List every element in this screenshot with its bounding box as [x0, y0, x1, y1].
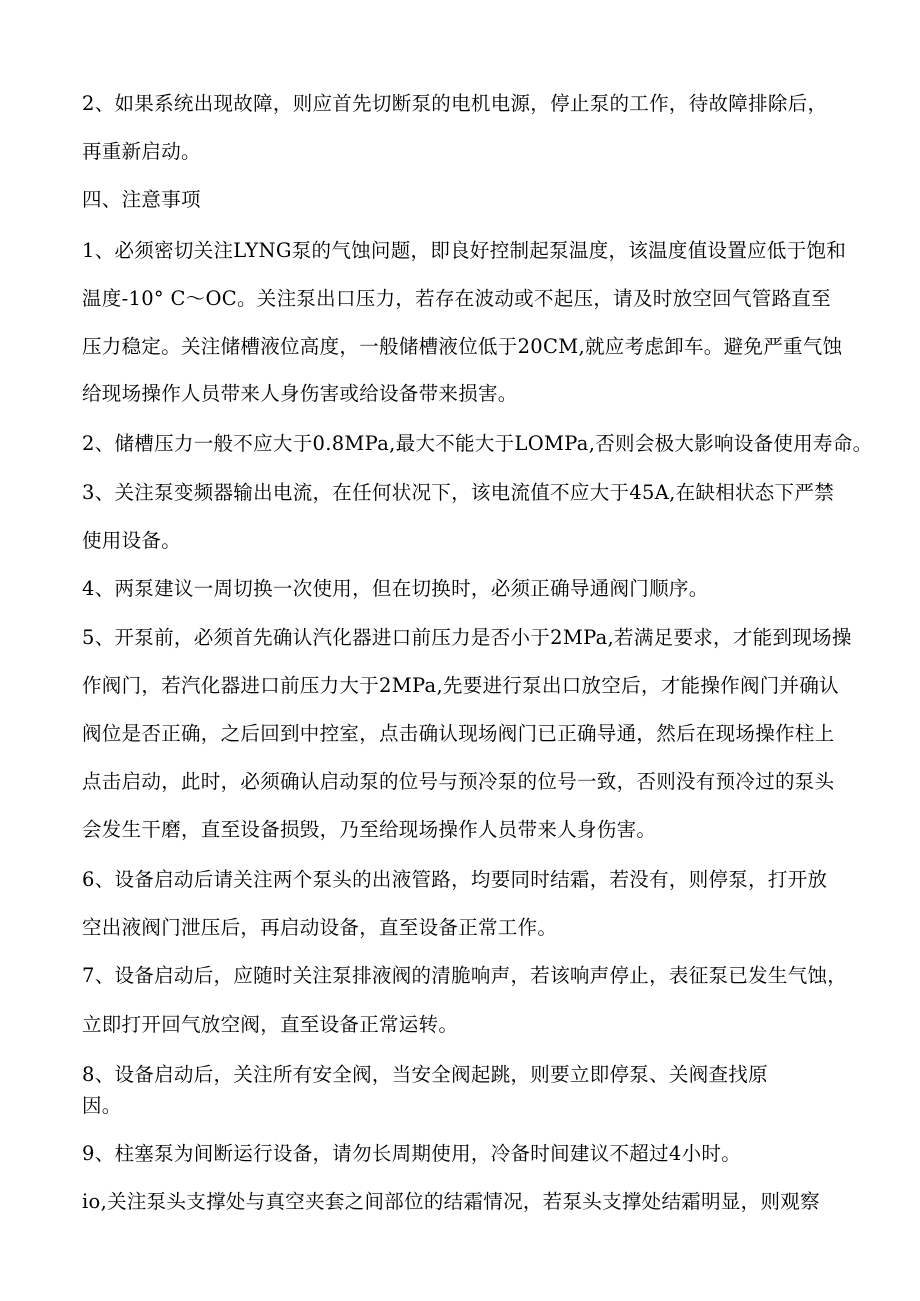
text-line: 6、设备启动后请关注两个泵头的出液管路，均要同时结霜，若没有，则停泵，打开放 [82, 868, 828, 891]
text-line: 温度-10° C～OC。关注泵出口压力，若存在波动或不起压，请及时放空回气管路直至 [82, 287, 831, 310]
text-line: 空出液阀门泄压后，再启动设备，直至设备正常工作。 [82, 916, 558, 939]
text-line: 4、两泵建议一周切换一次使用，但在切换时，必须正确导通阀门顺序。 [82, 577, 709, 600]
text-line: io,关注泵头支撑处与真空夹套之间部位的结霜情况，若泵头支撑处结霜明显，则观察 [82, 1190, 820, 1213]
text-line: 9、柱塞泵为间断运行设备，请勿长周期使用，冷备时间建议不超过4小时。 [82, 1142, 742, 1165]
section-heading: 四、注意事项 [82, 188, 201, 211]
text-line: 因。 [82, 1094, 122, 1117]
text-line: 3、关注泵变频器输出电流，在任何状况下，该电流值不应大于45A,在缺相状态下严禁 [82, 481, 835, 504]
text-line: 作阀门，若汽化器进口前压力大于2MPa,先要进行泵出口放空后，才能操作阀门并确认 [82, 674, 839, 697]
text-line: 2、储槽压力一般不应大于0.8MPa,最大不能大于LOMPa,否则会极大影响设备使用寿命。 [82, 432, 873, 455]
text-line: 给现场操作人员带来人身伤害或给设备带来损害。 [82, 382, 518, 405]
text-line: 点击启动，此时，必须确认启动泵的位号与预冷泵的位号一致，否则没有预冷过的泵头 [82, 770, 835, 793]
text-line: 5、开泵前，必须首先确认汽化器进口前压力是否小于2MPa,若满足要求，才能到现场操 [82, 626, 852, 649]
text-line: 立即打开回气放空阀，直至设备正常运转。 [82, 1013, 459, 1036]
text-line: 7、设备启动后，应随时关注泵排液阀的清脆响声，若该响声停止，表征泵已发生气蚀， [82, 964, 848, 987]
text-line: 再重新启动。 [82, 140, 201, 163]
text-line: 阀位是否正确，之后回到中控室，点击确认现场阀门已正确导通，然后在现场操作柱上 [82, 722, 835, 745]
text-line: 压力稳定。关注储槽液位高度，一般储槽液位低于20CM,就应考虑卸车。避免严重气蚀 [82, 335, 843, 358]
text-line: 会发生干磨，直至设备损毁，乃至给现场操作人员带来人身伤害。 [82, 818, 657, 841]
text-line: 8、设备启动后，关注所有安全阀，当安全阀起跳，则要立即停泵、关阀查找原 [82, 1063, 768, 1086]
text-line: 1、必须密切关注LYNG泵的气蚀问题，即良好控制起泵温度，该温度值设置应低于饱和 [82, 239, 847, 262]
text-line: 使用设备。 [82, 529, 182, 552]
text-line: 2、如果系统出现故障，则应首先切断泵的电机电源，停止泵的工作，待故障排除后， [82, 92, 828, 115]
